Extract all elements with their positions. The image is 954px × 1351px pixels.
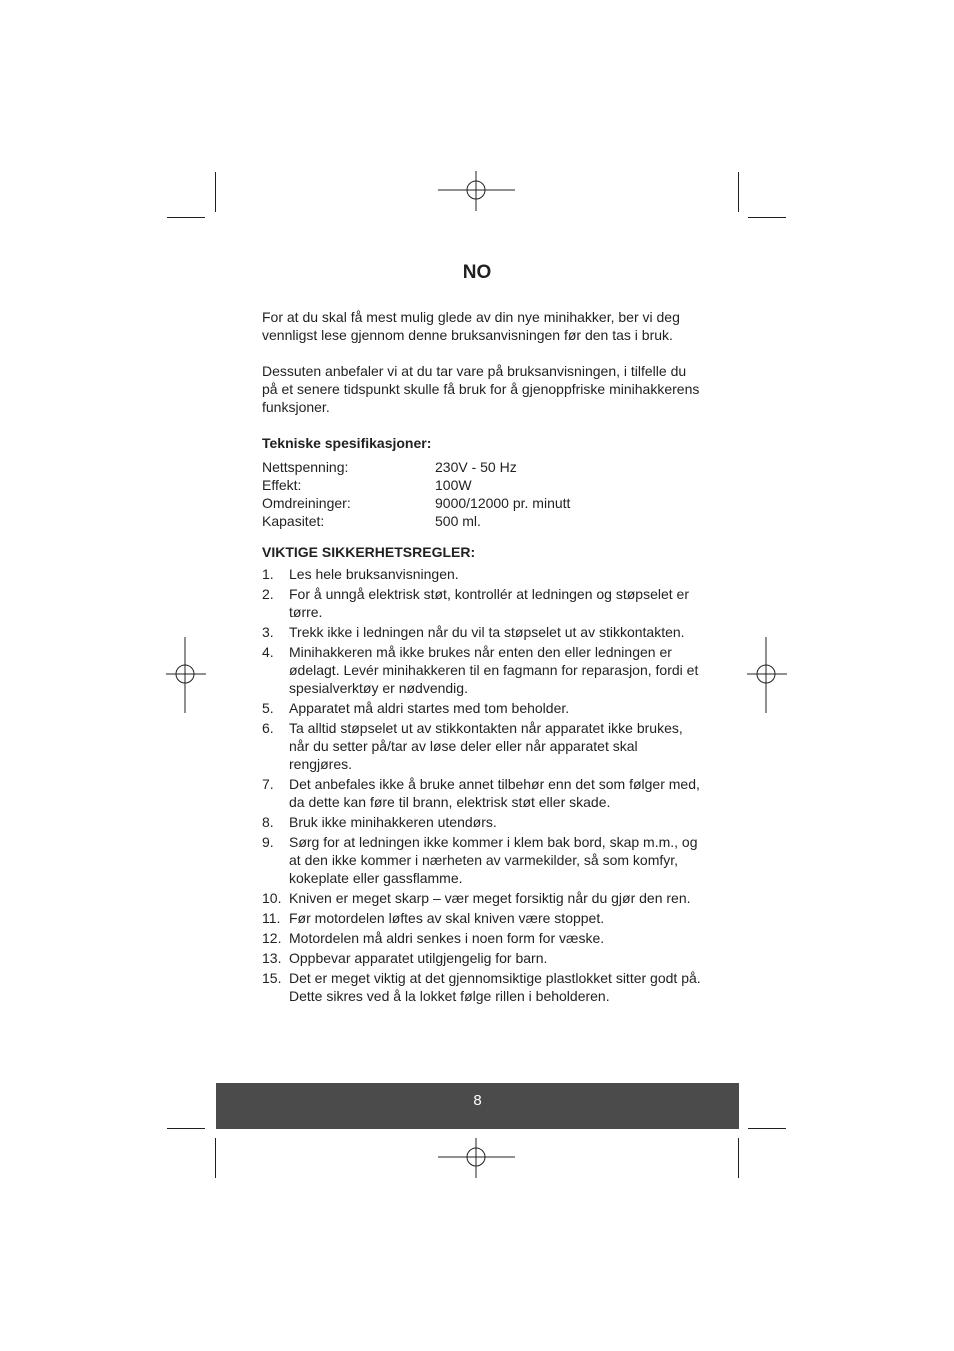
item-text: Ta alltid støpselet ut av stikkontakten når apparatet ikke brukes, når du setter på/tar av løse deler eller når apparatet skal rengjøres. (289, 720, 683, 772)
spec-label: Effekt: (262, 477, 302, 493)
spec-label: Kapasitet: (262, 513, 325, 529)
list-item (262, 585, 702, 621)
language-heading: NO (462, 262, 492, 283)
item-number: 1. (262, 566, 274, 582)
item-number: 10. (262, 890, 282, 906)
item-number: 3. (262, 624, 274, 640)
item-number: 11. (262, 910, 281, 926)
item-number: 8. (262, 814, 274, 830)
spec-value: 500 ml. (435, 513, 481, 529)
registration-mark-left-icon (165, 636, 207, 714)
crop-mark-top-right-horizontal (748, 217, 786, 218)
list-item (262, 969, 702, 1005)
registration-mark-right-icon (746, 636, 788, 714)
list-item (262, 909, 702, 927)
specs-title: Tekniske spesifikasjoner: (262, 435, 432, 451)
document-body (262, 308, 702, 1007)
list-item (262, 719, 702, 773)
list-item (262, 699, 702, 717)
item-text: Motordelen må aldri senkes i noen form for væske. (289, 930, 605, 946)
list-item (262, 833, 702, 887)
crop-mark-bottom-left-vertical (215, 1138, 216, 1178)
list-item (262, 929, 702, 947)
safety-title: VIKTIGE SIKKERHETSREGLER: (262, 544, 476, 560)
item-number: 4. (262, 644, 274, 660)
list-item (262, 775, 702, 811)
item-number: 15. (262, 970, 282, 986)
item-number: 9. (262, 834, 274, 850)
item-text: Minihakkeren må ikke brukes når enten den eller ledningen er ødelagt. Levér minihakkeren til en fagmann for reparasjon, fordi et spesialverktøy er nødvendig. (289, 644, 699, 696)
spec-row (262, 476, 702, 494)
intro-paragraph-2: Dessuten anbefaler vi at du tar vare på bruksanvisningen, i tilfelle du på et senere tidspunkt skulle få bruk for å gjenoppfriske minihakkerens funksjoner. (262, 363, 700, 415)
spec-label: Nettspenning: (262, 459, 349, 475)
spec-row (262, 494, 702, 512)
item-text: Oppbevar apparatet utilgjengelig for barn. (289, 950, 548, 966)
item-text: Kniven er meget skarp – vær meget forsiktig når du gjør den ren. (289, 890, 691, 906)
spec-value: 9000/12000 pr. minutt (435, 495, 571, 511)
crop-mark-bottom-left-horizontal (167, 1128, 205, 1129)
item-number: 12. (262, 930, 282, 946)
list-item (262, 813, 702, 831)
list-item (262, 889, 702, 907)
item-number: 5. (262, 700, 274, 716)
crop-mark-bottom-right-vertical (738, 1138, 739, 1178)
item-text: Før motordelen løftes av skal kniven være stoppet. (289, 910, 605, 926)
intro-paragraph-1: For at du skal få mest mulig glede av din nye minihakker, ber vi deg vennligst lese gjennom denne bruksanvisningen før den tas i bruk. (262, 309, 680, 343)
item-text: Sørg for at ledningen ikke kommer i klem bak bord, skap m.m., og at den ikke kommer i nærheten av varmekilder, så som komfyr, kokeplate eller gassflamme. (289, 834, 698, 886)
crop-mark-bottom-right-horizontal (748, 1128, 786, 1129)
list-item (262, 949, 702, 967)
spec-row (262, 458, 702, 476)
item-text: Les hele bruksanvisningen. (289, 566, 459, 582)
item-text: Det er meget viktig at det gjennomsiktige plastlokket sitter godt på. Dette sikres ved å la lokket følge rillen i beholderen. (289, 970, 701, 1004)
item-text: Bruk ikke minihakkeren utendørs. (289, 814, 497, 830)
item-number: 7. (262, 776, 274, 792)
spec-row (262, 512, 702, 530)
item-text: Apparatet må aldri startes med tom beholder. (289, 700, 570, 716)
registration-mark-bottom-icon (437, 1137, 517, 1179)
item-text: Det anbefales ikke å bruke annet tilbehør enn det som følger med, da dette kan føre til brann, elektrisk støt eller skade. (289, 776, 700, 810)
item-number: 13. (262, 950, 282, 966)
item-number: 2. (262, 586, 274, 602)
spec-label: Omdreininger: (262, 495, 351, 511)
list-item (262, 623, 702, 641)
spec-value: 230V - 50 Hz (435, 459, 517, 475)
specs-table (262, 458, 702, 530)
crop-mark-top-left-horizontal (167, 217, 205, 218)
item-text: Trekk ikke i ledningen når du vil ta støpselet ut av stikkontakten. (289, 624, 685, 640)
registration-mark-top-icon (437, 170, 517, 212)
list-item (262, 643, 702, 697)
crop-mark-top-left-vertical (215, 172, 216, 212)
spec-value: 100W (435, 477, 472, 493)
item-number: 6. (262, 720, 274, 736)
page-number: 8 (473, 1092, 482, 1109)
item-text: For å unngå elektrisk støt, kontrollér at ledningen og støpselet er tørre. (289, 586, 689, 620)
safety-list (262, 565, 702, 1005)
crop-mark-top-right-vertical (738, 172, 739, 212)
list-item (262, 565, 702, 583)
footer-bar (216, 1083, 739, 1129)
